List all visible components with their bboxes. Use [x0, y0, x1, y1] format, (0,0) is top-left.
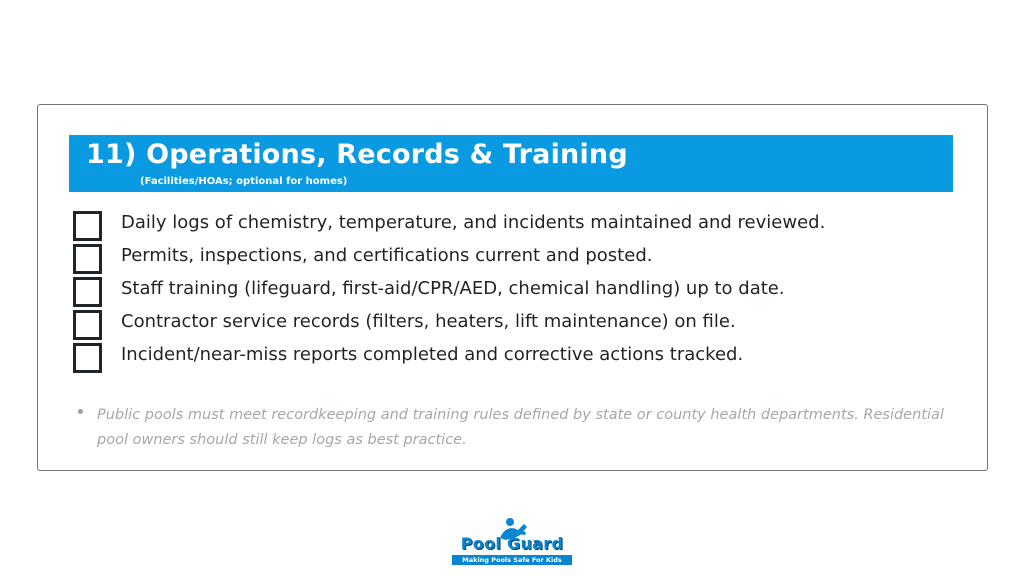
checkbox-icon[interactable] [73, 275, 100, 305]
note-text: Public pools must meet recordkeeping and training rules defined by state or county health departments. Residential pool owners should still keep logs as best practice. [97, 407, 944, 448]
checkbox-icon[interactable] [73, 209, 100, 239]
checklist-item-label: Staff training (lifeguard, first-aid/CPR/AED, chemical handling) up to date. [121, 278, 785, 299]
bullet-icon [78, 409, 83, 414]
section-banner [69, 135, 953, 192]
checklist-item-label: Contractor service records (filters, heaters, lift maintenance) on file. [121, 311, 736, 332]
checklist-card [37, 104, 988, 471]
checklist-item-label: Incident/near-miss reports completed and corrective actions tracked. [121, 344, 744, 365]
checkbox-icon[interactable] [73, 242, 100, 272]
logo-tagline: Making Pools Safe For Kids [452, 555, 572, 565]
checkbox-icon[interactable] [73, 308, 100, 338]
section-subtitle: (Facilities/HOAs; optional for homes) [140, 176, 348, 187]
checkbox-icon[interactable] [73, 341, 100, 371]
checklist-item-label: Permits, inspections, and certifications current and posted. [121, 245, 653, 266]
logo-name: Pool Guard [460, 534, 564, 553]
section-title: 11) Operations, Records & Training [86, 139, 628, 170]
pool-guard-logo [448, 516, 576, 568]
checklist-item-label: Daily logs of chemistry, temperature, and incidents maintained and reviewed. [121, 212, 826, 233]
